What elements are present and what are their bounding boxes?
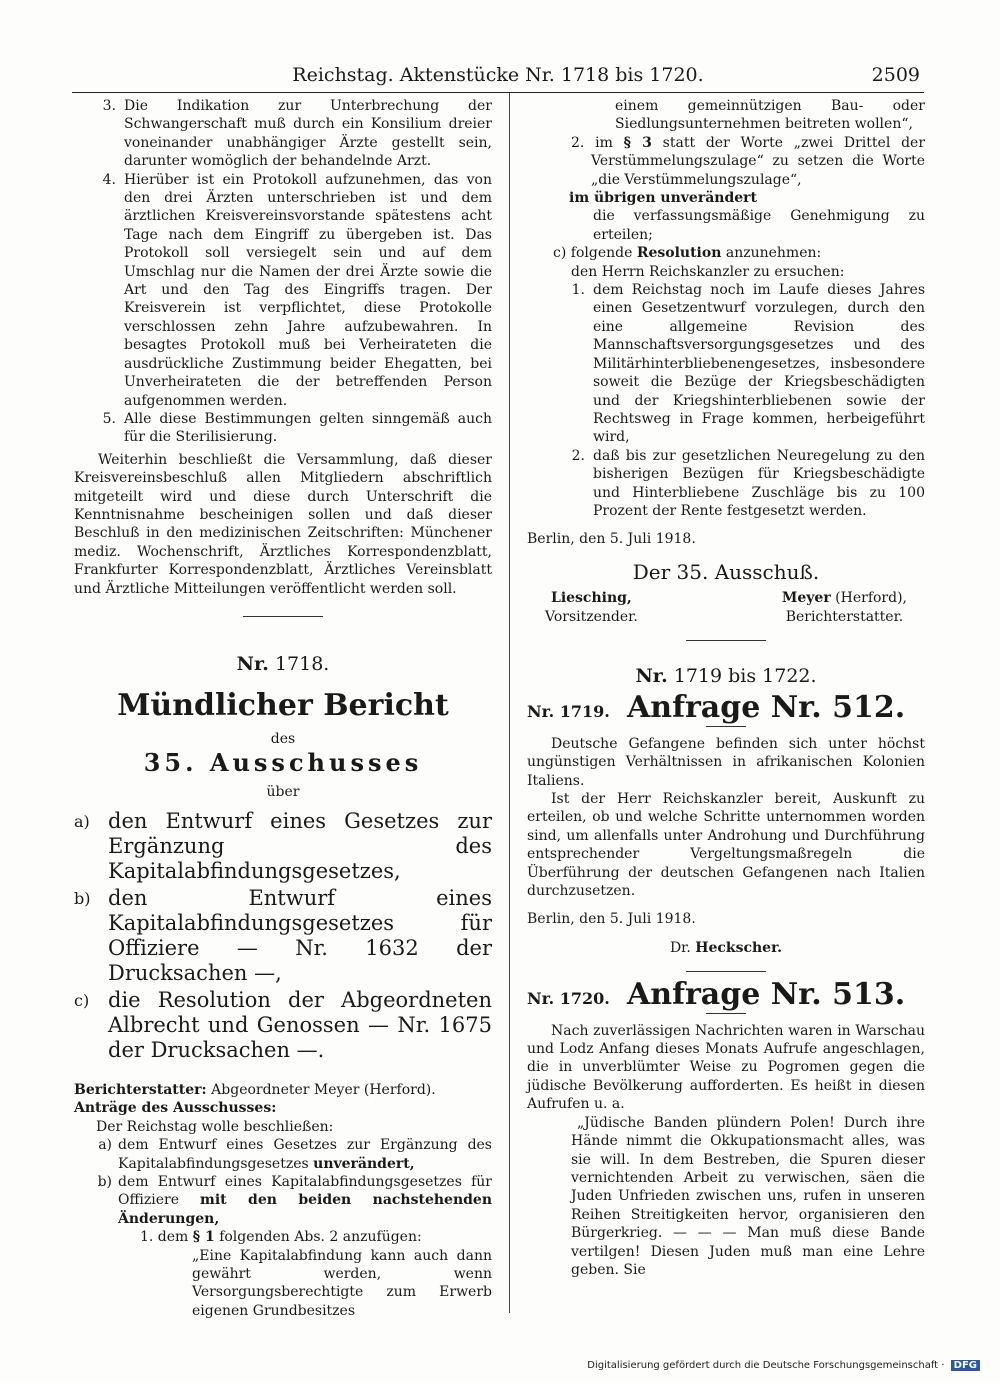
anfrage-512-title: Anfrage Nr. 512. bbox=[627, 690, 906, 726]
change-1-paragraph: § 1 bbox=[192, 1229, 215, 1246]
title-rule bbox=[706, 1013, 746, 1014]
reporter-sig-name bbox=[782, 589, 907, 607]
resolution-pre: folgende bbox=[570, 245, 633, 262]
subject-item bbox=[74, 886, 492, 986]
list-item bbox=[74, 410, 492, 447]
page-number: 2509 bbox=[871, 64, 920, 86]
report-title: Mündlicher Bericht bbox=[117, 688, 449, 724]
change-2-paragraph: § 3 bbox=[623, 134, 652, 151]
anfrage-513-quote: „Jüdische Banden plündern Polen! Durch ihre Hände nimmt die Okkupationsmacht alles, was sie will. In dem Bestreben, die Spuren dieser vernichtenden Arbeit zu verwischen, säen die Juden Unfrieden zwischen uns, rufen in unseren Reihen Streitigkeiten hervor, organisieren den Bürgerkrieg. — — — Man muß diese Bande vertilgen! Diesen Juden muß man eine Lehre geben. Sie bbox=[571, 1114, 925, 1278]
anfrage-513-nr: Nr. 1720. bbox=[527, 989, 610, 1009]
anfrage-512-nr: Nr. 1719. bbox=[527, 702, 610, 722]
change-1 bbox=[74, 1228, 492, 1246]
reporter-sig-bold: Meyer bbox=[781, 590, 831, 607]
ersuchen-text: den Herrn Reichskanzler zu ersuchen: bbox=[571, 263, 845, 280]
decision-bold: mit den beiden nachstehenden Änderungen, bbox=[118, 1192, 492, 1227]
quote-1: „Eine Kapitalabfindung kann auch dann gewährt werden, wenn Versorgungsberechtigte zum Erwerb eigenen Grundbesitzes bbox=[192, 1247, 492, 1319]
decision-text: dem Entwurf eines Kapitalabfindungsgesetzes für Offiziere bbox=[118, 1174, 492, 1209]
list-number: 5. bbox=[102, 410, 116, 427]
subject-text: den Entwurf eines Kapitalabfindungsgesetzes für Offiziere — Nr. 1632 der Drucksachen —, bbox=[108, 886, 492, 985]
resolution-text: dem Reichstag noch im Laufe dieses Jahres einen Gesetzentwurf vorzulegen, durch den eine allgemeine Revision des Mannschaftsversorgungsgesetzes und des Militärhinterbliebenengesetzes, insbesondere soweit die Bezüge der Kriegsbeschädigten und der Kriegshinterbliebenen sowie der Rechtsweg in Frage kommen, herbeigeführt wird, bbox=[593, 282, 925, 446]
subject-item bbox=[74, 988, 492, 1063]
change-1-pre: 1. dem bbox=[140, 1229, 189, 1246]
reporter-sig-suffix: (Herford), bbox=[835, 590, 907, 607]
decision-intro: Der Reichstag wolle beschließen: bbox=[96, 1118, 334, 1135]
section-number-range bbox=[527, 664, 925, 687]
running-title: Reichstag. Aktenstücke Nr. 1718 bis 1720. bbox=[292, 64, 704, 86]
change-2-post: statt der Worte „zwei Drittel der Verstümmelungszulage“ zu setzen die Worte „die Verstümmelungszulage“, bbox=[591, 134, 926, 188]
anfrage-513-p1: Nach zuverlässigen Nachrichten waren in Warschau und Lodz Anfang dieses Monats Aufrufe angeschlagen, die in unverblümter Weise zu Pogromen gegen die jüdische Bevölkerung aufforderten. Es heißt in diesen Aufrufen u. a. bbox=[527, 1022, 925, 1113]
resolution-number: 2. bbox=[571, 447, 585, 464]
nr-value: 1718. bbox=[274, 652, 330, 675]
digitization-footer bbox=[587, 1360, 980, 1371]
nr-range-value: 1719 bis 1722. bbox=[673, 664, 817, 687]
chair-name: Liesching, bbox=[550, 590, 632, 607]
quote-1-continued: einem gemeinnützigen Bau- oder Siedlungsunternehmen beitreten wollen“, bbox=[615, 98, 925, 133]
resolution-post: anzunehmen: bbox=[725, 245, 822, 262]
reporter-line bbox=[74, 1081, 492, 1099]
anfrage-512-head bbox=[527, 690, 925, 726]
list-item bbox=[74, 97, 492, 171]
resolution-bold: Resolution bbox=[636, 245, 722, 262]
anfrage-513-title: Anfrage Nr. 513. bbox=[627, 977, 906, 1013]
column-divider bbox=[509, 93, 510, 1313]
sig-title: Dr. bbox=[669, 939, 691, 956]
subject-label: c) bbox=[74, 991, 90, 1010]
decision-item bbox=[74, 1136, 492, 1173]
signature-chair bbox=[545, 589, 638, 626]
signatures bbox=[527, 589, 925, 626]
reporter-label: Berichterstatter: bbox=[74, 1082, 207, 1098]
anfrage-513-head bbox=[527, 977, 925, 1013]
resolution-label: c) bbox=[553, 245, 567, 262]
list-text: Die Indikation zur Unterbrechung der Schwangerschaft muß durch ein Konsilium dreier voneinander unabhängiger Ärzte gestellt sein, darunter womöglich der behandelnde Arzt. bbox=[124, 98, 492, 170]
reporter-role: Berichterstatter. bbox=[785, 608, 904, 625]
decision-text-wrap bbox=[118, 1173, 492, 1228]
dfg-logo: DFG bbox=[951, 1360, 980, 1371]
resolution-paragraph: Weiterhin beschließt die Versammlung, daß dieser Kreisvereinsbeschluß allen Mitgliedern abschriftlich mitgeteilt wird und diese durch Unterschrift die Kenntnisnahme bescheinigen sollen und daß dieser Beschluß in den medizinischen Zeitschriften: Münchener mediz. Wochenschrift, Ärztliches Korrespondenzblatt, Frankfurter Korrespondenzblatt, Ärztliches Vereinsblatt und Ärztliche Mitteilungen veröffentlicht werden soll. bbox=[74, 451, 492, 597]
date-line: Berlin, den 5. Juli 1918. bbox=[527, 531, 696, 548]
im-uebrigen: im übrigen unverändert bbox=[569, 190, 757, 207]
resolution-text: daß bis zur gesetzlichen Neuregelung zu den bisherigen Bezügen für Kriegsbeschädigte und Hinterbliebene Zuschläge bis zu 100 Prozent der Rente festgesetzt werden. bbox=[593, 447, 925, 519]
section-divider bbox=[686, 971, 766, 972]
page-header bbox=[72, 62, 924, 93]
nr-range-prefix: Nr. bbox=[635, 664, 668, 687]
title-rule bbox=[706, 726, 746, 727]
genehmigung-text: die verfassungsmäßige Genehmigung zu erteilen; bbox=[593, 208, 925, 243]
date-line-2: Berlin, den 5. Juli 1918. bbox=[527, 911, 696, 928]
decision-label: a) bbox=[98, 1137, 112, 1154]
subject-text: die Resolution der Abgeordneten Albrecht und Genossen — Nr. 1675 der Drucksachen —. bbox=[108, 988, 492, 1062]
decision-text: dem Entwurf eines Gesetzes zur Ergänzung des Kapitalabfindungsgesetzes bbox=[118, 1137, 492, 1172]
signature-reporter bbox=[782, 589, 907, 626]
reporter-name: Abgeordneter Meyer (Herford). bbox=[211, 1082, 436, 1098]
left-column bbox=[74, 97, 492, 1320]
chair-role: Vorsitzender. bbox=[545, 608, 638, 625]
list-item bbox=[74, 171, 492, 410]
footer-text: Digitalisierung gefördert durch die Deutsche Forschungsgemeinschaft · bbox=[587, 1360, 945, 1371]
subject-label: b) bbox=[74, 889, 91, 908]
sig-name: Heckscher. bbox=[695, 939, 783, 956]
nr-prefix: Nr. bbox=[236, 652, 269, 675]
section-number bbox=[74, 652, 492, 675]
change-2 bbox=[547, 134, 925, 189]
decision-list bbox=[74, 1136, 492, 1228]
resolution-number: 1. bbox=[571, 282, 585, 299]
change-2-pre: 2. im bbox=[571, 134, 613, 151]
ueber-text: über bbox=[266, 783, 300, 800]
subject-list bbox=[74, 809, 492, 1063]
signature-heckscher bbox=[527, 939, 925, 957]
change-1-post: folgenden Abs. 2 anzufügen: bbox=[219, 1229, 422, 1246]
resolution-intro bbox=[527, 244, 925, 262]
committee-title: 35. Ausschusses bbox=[143, 748, 423, 778]
list-text: Hierüber ist ein Protokoll aufzunehmen, das von den drei Ärzten unterschrieben ist und dem ärztlichen Kreisvereinsvorstande spätestens acht Tage nach dem Eingriff zu übergeben ist. Das Protokoll soll versiegelt sein und auf dem Umschlag nur die Namen der drei Ärzte sowie die Art und den Tag des Eingriffs tragen. Der Kreisverein ist verpflichtet, diese Protokolle verschlossen zehn Jahre aufzubewahren. In besagtes Protokoll muß bei Verheirateten die ausdrückliche Zustimmung beider Ehegatten, bei Unverheirateten die der betreffenden Person aufgenommen werden. bbox=[124, 171, 492, 409]
anfrage-512-p1: Deutsche Gefangene befinden sich unter höchst ungünstigen Verhältnissen in afrikanischen Kolonien Italiens. bbox=[527, 735, 925, 789]
committee-signature-head: Der 35. Ausschuß. bbox=[632, 559, 820, 584]
anfrage-512-p2: Ist der Herr Reichskanzler bereit, Auskunft zu erteilen, ob und welche Schritte unternommen worden sind, um allenfalls unter Androhung und Durchführung entsprechender Vergeltungsmaßregeln die Überführung der deutschen Gefangenen nach Italien durchzusetzen. bbox=[527, 791, 925, 900]
des-text: des bbox=[270, 730, 296, 747]
right-column bbox=[527, 97, 925, 1279]
list-text: Alle diese Bestimmungen gelten sinngemäß auch für die Sterilisierung. bbox=[124, 410, 492, 446]
section-divider bbox=[686, 640, 766, 641]
resolution-item bbox=[527, 447, 925, 521]
list-number: 4. bbox=[102, 171, 116, 188]
decision-label: b) bbox=[97, 1174, 112, 1191]
motions-heading: Anträge des Ausschusses: bbox=[74, 1100, 277, 1117]
decision-item bbox=[74, 1173, 492, 1228]
subject-label: a) bbox=[74, 812, 90, 831]
subject-text: den Entwurf eines Gesetzes zur Ergänzung des Kapitalabfindungsgesetzes, bbox=[108, 809, 492, 883]
decision-text-wrap bbox=[118, 1136, 492, 1173]
list-number: 3. bbox=[102, 98, 116, 114]
decision-bold: unverändert, bbox=[313, 1155, 415, 1172]
subject-item bbox=[74, 809, 492, 884]
section-divider bbox=[243, 616, 323, 617]
resolution-item bbox=[527, 281, 925, 447]
